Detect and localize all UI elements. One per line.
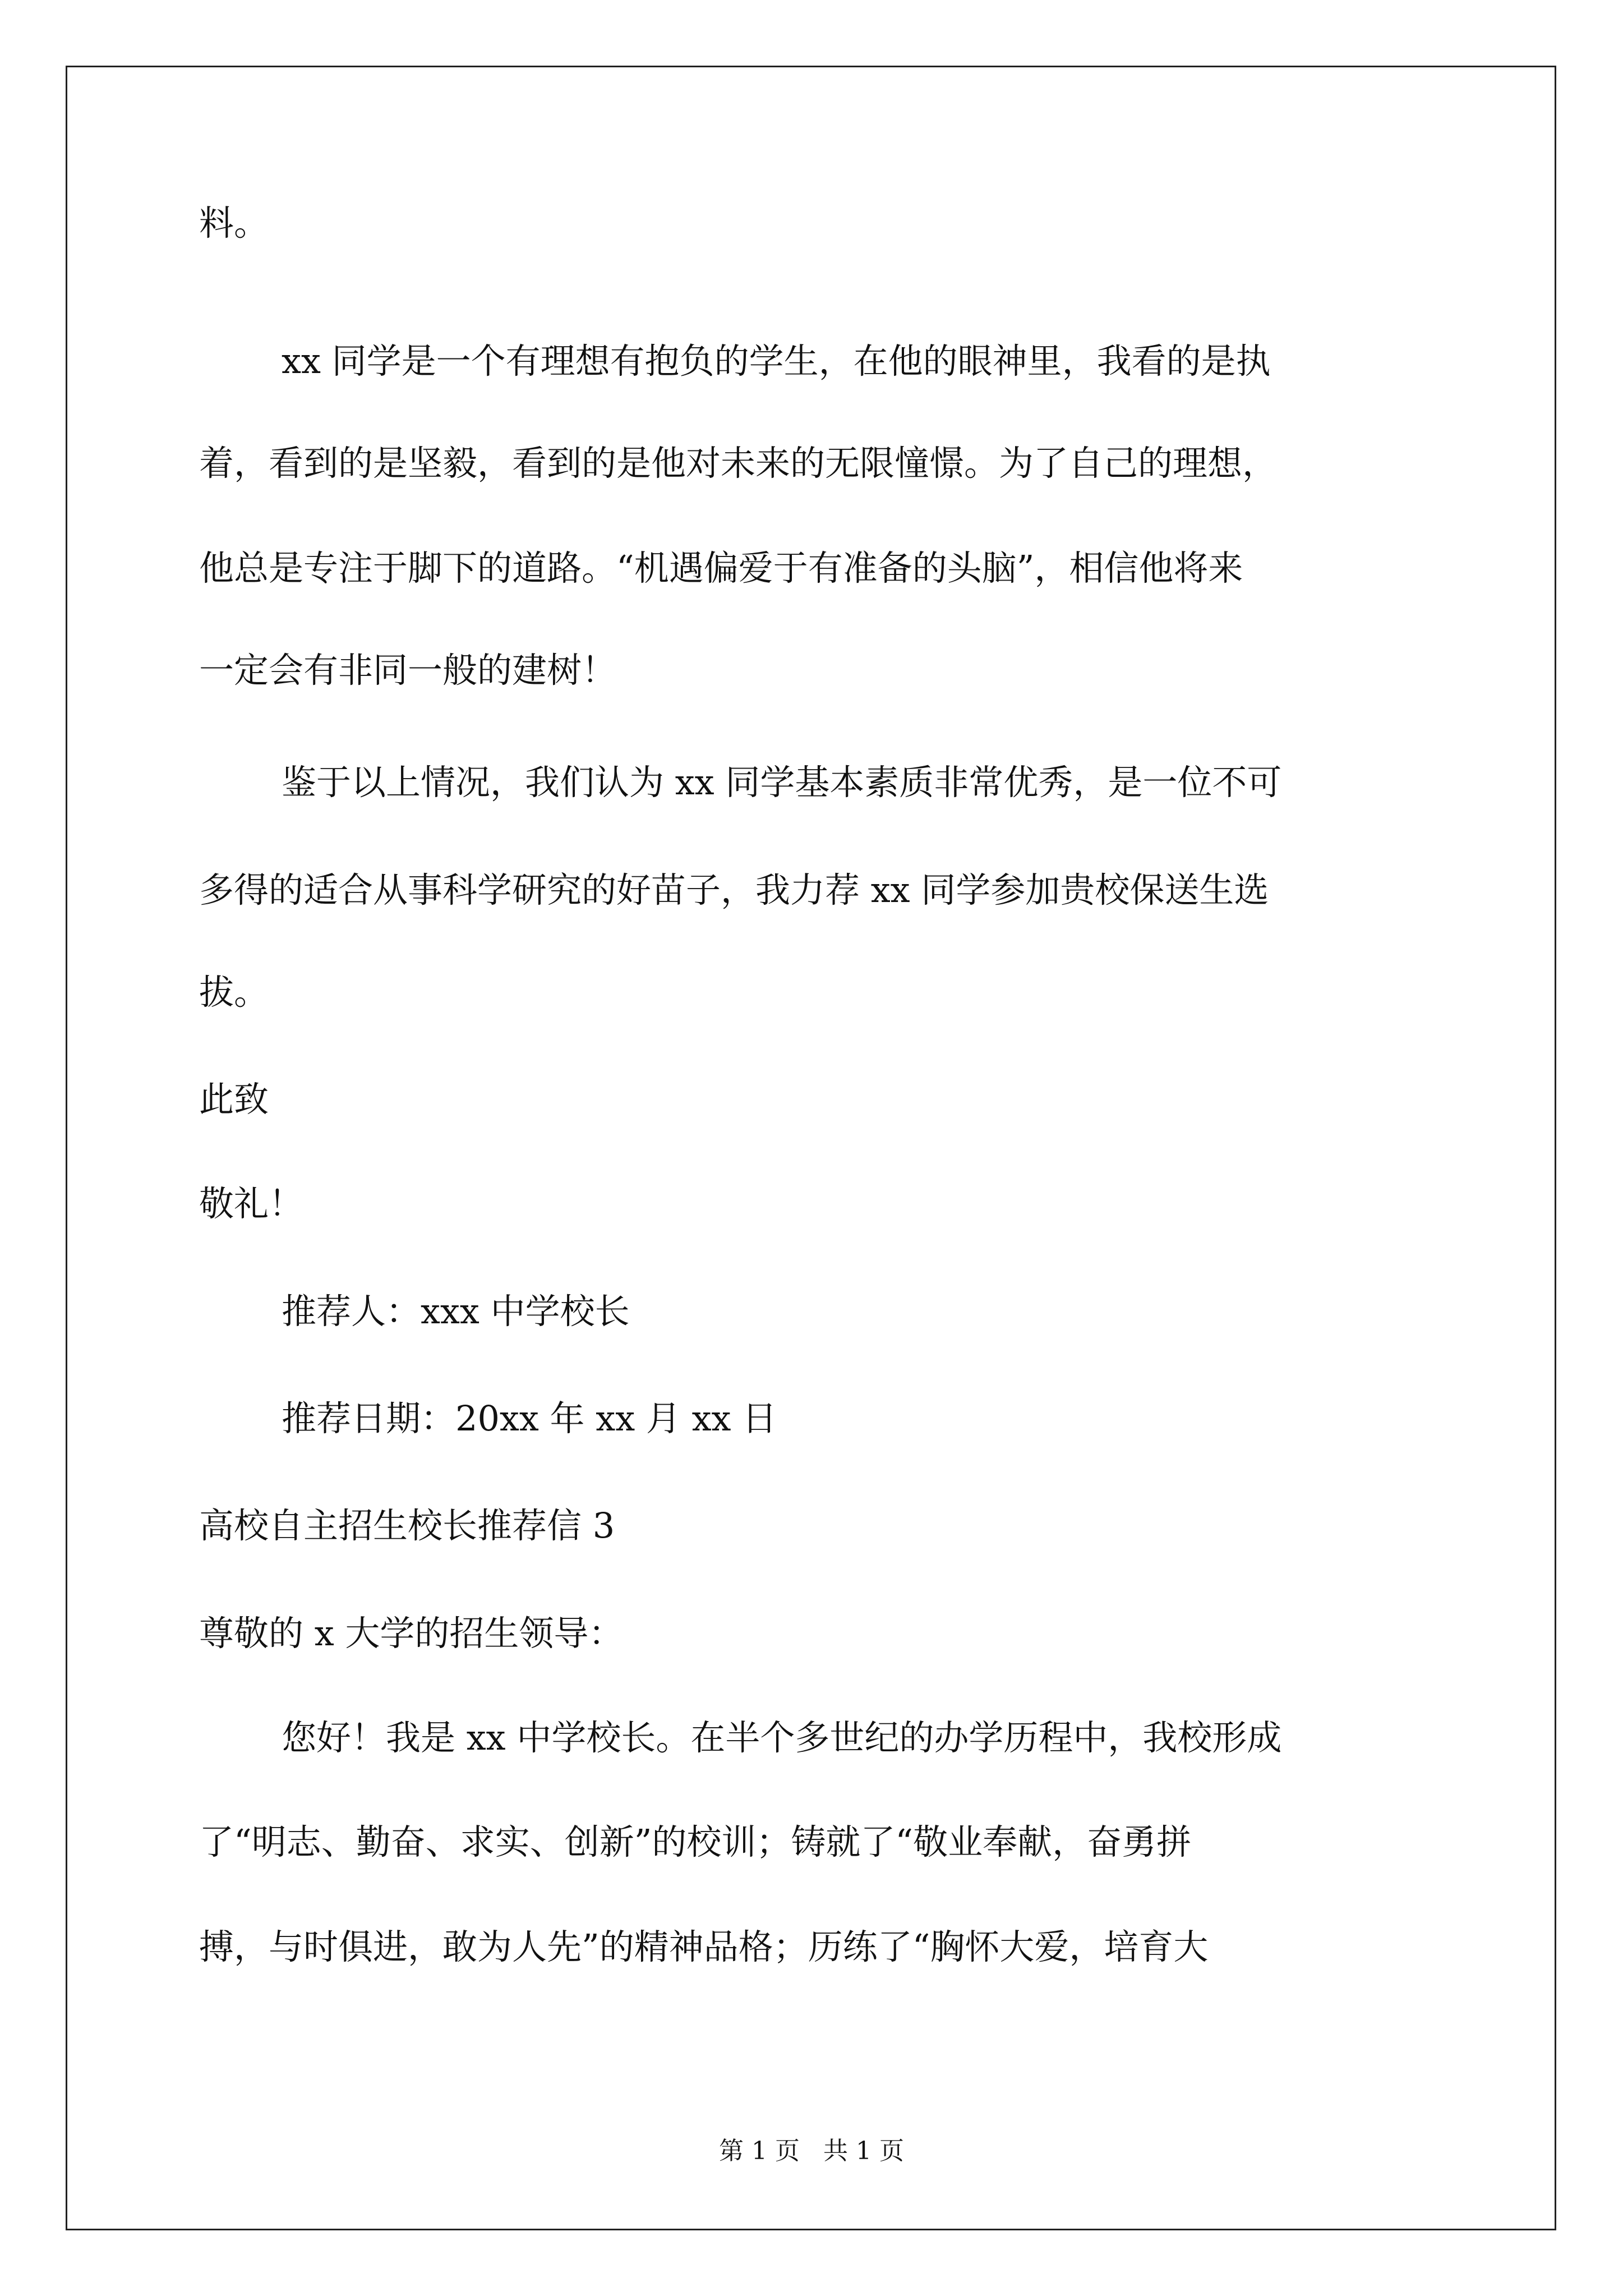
salutation-line: 此致 [199, 1079, 269, 1120]
body-line: 他总是专注于脚下的道路。“机遇偏爱于有准备的头脑”，相信他将来 [199, 547, 1243, 588]
greeting-line: 尊敬的 x 大学的招生领导： [199, 1613, 624, 1654]
page-footer: 第 1 页 共 1 页 [719, 2137, 904, 2165]
date-line: 推荐日期：20xx 年 xx 月 xx 日 [282, 1398, 777, 1439]
section-title: 高校自主招生校长推荐信 3 [199, 1505, 615, 1546]
body-line: 料。 [199, 203, 269, 243]
salutation-line: 敬礼！ [199, 1183, 304, 1224]
body-line: 鉴于以上情况，我们认为 xx 同学基本素质非常优秀，是一位不可 [282, 762, 1282, 803]
body-line: 一定会有非同一般的建树！ [199, 650, 617, 691]
body-line: 拔。 [199, 972, 269, 1013]
body-line: 着，看到的是坚毅，看到的是他对未来的无限憧憬。为了自己的理想， [199, 443, 1278, 484]
body-line: xx 同学是一个有理想有抱负的学生，在他的眼神里，我看的是执 [282, 341, 1271, 381]
body-line: 搏，与时俱进，敢为人先”的精神品格；历练了“胸怀大爱，培育大 [199, 1926, 1209, 1967]
page-border [66, 66, 1556, 2230]
body-line: 多得的适合从事科学研究的好苗子，我力荐 xx 同学参加贵校保送生选 [199, 869, 1269, 910]
signature-line: 推荐人：xxx 中学校长 [282, 1291, 630, 1332]
body-line: 了“明志、勤奋、求实、创新”的校训；铸就了“敬业奉献，奋勇拼 [199, 1821, 1192, 1862]
body-line: 您好！我是 xx 中学校长。在半个多世纪的办学历程中，我校形成 [282, 1717, 1282, 1758]
